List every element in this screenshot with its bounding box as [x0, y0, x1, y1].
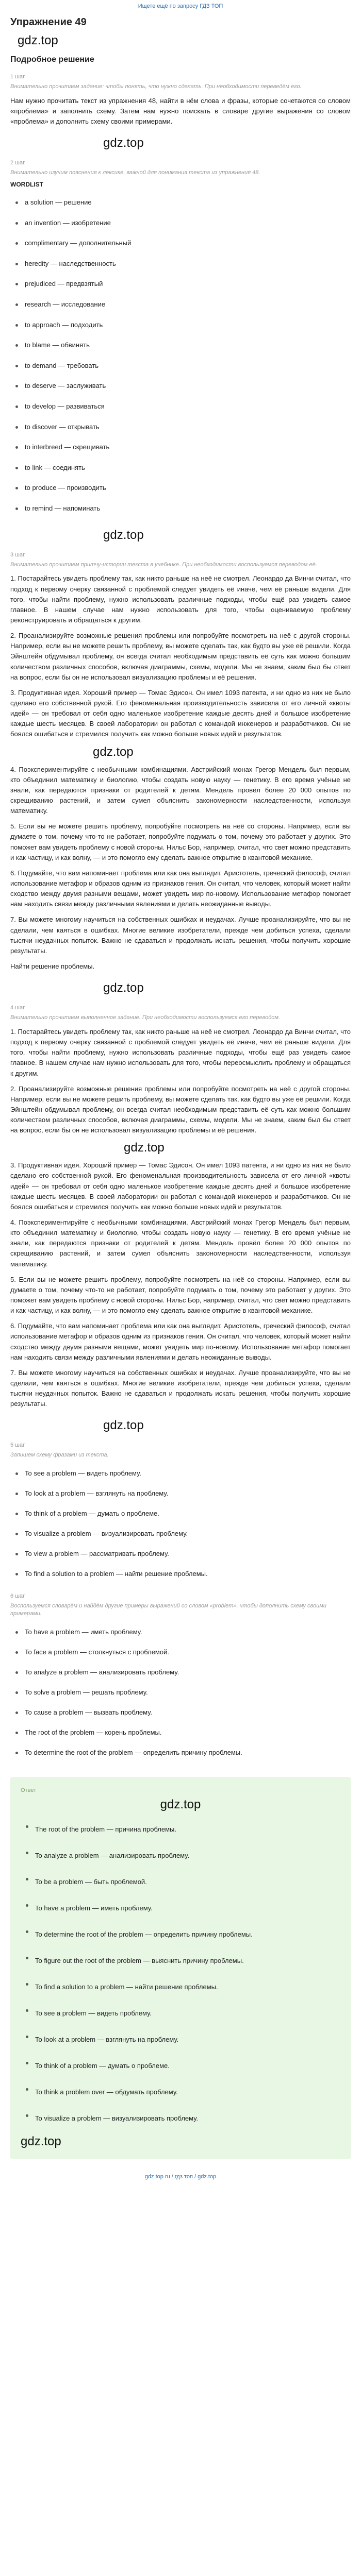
list-item: 7. Вы можете многому научиться на собственных ошибках и неудачах. Лучше проанализируйте, что вы не сделали, чем каяться в ошибках. Многие великие изобретатели, прежде чем добиться успеха, сделали тысячи неудачных попыток. Важно не сдаваться и продолжать искать решения, чтобы получить хорошие результаты.: [10, 916, 351, 955]
list-item: 7. Вы можете многому научиться на собственных ошибках и неудачах. Лучше проанализируйте, что вы не сделали, чем каяться в ошибках. Многие великие изобретатели, прежде чем добиться успеха, сделали тысячи неудачных попыток. Важно не сдаваться и продолжать искать решения, чтобы получить хорошие результаты.: [10, 1368, 351, 1408]
step-label: 5 шаг: [10, 1442, 25, 1449]
list-item: 3. Продуктивная идея. Хороший пример — Томас Эдисон. Он имел 1093 патента, и ни одно из них не было сделано его собственной рукой. Его феноменальная производительность зависела от его личной «квоты идей» — он требовал от себя одно маленькое изобретение каждые десять дней и большое изобретение каждые шесть месяцев. В своей лаборатории он работал с командой инженеров и разработчиков. Он не боялся ошибаться и стремился получить как можно больше новых идей и результатов.: [10, 1161, 351, 1211]
top-link[interactable]: Ищете ещё по запросу ГДЗ ТОП: [138, 3, 223, 9]
step-label: 6 шаг: [10, 1593, 25, 1600]
watermark: gdz.top: [124, 1141, 165, 1155]
list-item: To be a problem — быть проблемой.: [21, 1869, 340, 1895]
list-item: To look at a problem — взглянуть на проблему.: [10, 1483, 351, 1503]
list-item: To figure out the root of the problem — выяснить причину проблемы.: [21, 1947, 340, 1974]
step-task: Внимательно прочитаем притчу-истории текста в учебнике. При необходимости воспользуемся переводом её.: [10, 561, 317, 568]
list-item: to link — соединять: [10, 457, 351, 478]
list-item: The root of the problem — причина проблемы.: [21, 1816, 340, 1842]
list-item: 6. Подумайте, что вам напоминает проблема или как она выглядит. Аристотель, греческий философ, считал использование метафор и образов одним из признаков гения. Он считал, что человек, который может найти сходство между двумя разными вещами, может увидеть мир по-новому. Использование метафор помогает нам находить связи между различными явлениями и делать неожиданные выводы.: [10, 869, 351, 908]
list-item: To think of a problem — думать о проблеме.: [10, 1503, 351, 1523]
watermark: gdz.top: [103, 1418, 144, 1433]
list-item: To visualize a problem — визуализировать проблему.: [21, 2105, 340, 2131]
list-item: to develop — развиваться: [10, 396, 351, 417]
phrase-list: [10, 1622, 351, 1762]
list-item: To have a problem — иметь проблему.: [10, 1622, 351, 1642]
list-item: To think of a problem — думать о проблеме.: [21, 2053, 340, 2079]
list-item: 3. Продуктивная идея. Хороший пример — Томас Эдисон. Он имел 1093 патента, и ни одно из них не было сделано его собственной рукой. Его феноменальная производительность зависела от его личной «квоты идей» — он требовал от себя одно маленькое изобретение каждые десять дней и большое изобретение каждые шесть месяцев. В своей лаборатории он работал с командой инженеров и разработчиков. Он не боялся ошибаться и стремился получить как можно больше новых идей и результатов.: [10, 688, 351, 738]
list-item: 1. Постарайтесь увидеть проблему так, как никто раньше на неё не смотрел. Леонардо да Винчи считал, что подход к первому очерку связанной с проблемой следует увидеть её иначе, чем её раньше видели. Для того, чтобы найти проблему, нужно использовать различные подходы, чтобы ещё раз увидеть самое главное. В нашем случае нам нужно использовать для того, чтобы переосмыслить проблему и обращаться к другим.: [10, 1027, 351, 1077]
list-item: To have a problem — иметь проблему.: [21, 1895, 340, 1921]
step-task: Воспользуемся словарём и найдём другие примеры выражений со словом «problem», чтобы дополнить схему своими примерами.: [10, 1603, 326, 1617]
step-label: 2 шаг: [10, 160, 25, 166]
phrase-list: [10, 1463, 351, 1584]
list-item: 6. Подумайте, что вам напоминает проблема или как она выглядит. Аристотель, греческий философ, считал использование метафор и образов одним из признаков гения. Он считал, что человек, который может найти сходство между двумя разными вещами, может увидеть мир по-новому. Использование метафор помогает нам находить связи между различными явлениями и делать неожиданные выводы.: [10, 1322, 351, 1361]
answer-label: Ответ: [21, 1787, 37, 1793]
list-item: to blame — обвинять: [10, 335, 351, 355]
footer-links[interactable]: gdz top ru / гдз топ / gdz.top: [144, 2173, 217, 2180]
watermark: gdz.top: [103, 136, 144, 150]
list-item: To find a solution to a problem — найти решение проблемы.: [21, 1974, 340, 2000]
list-item: prejudiced — предвзятый: [10, 274, 351, 294]
watermark: gdz.top: [18, 33, 58, 47]
watermark: gdz.top: [93, 744, 134, 759]
list-item: a solution — решение: [10, 192, 351, 213]
numbered-list: [10, 573, 351, 956]
list-item: To see a problem — видеть проблему.: [21, 2000, 340, 2026]
list-item: 4. Поэкспериментируйте с необычными комбинациями. Австрийский монах Грегор Мендель был первым, кто объединил математику и биологию, чтобы создать новую науку — генетику. В его время учёные не знали, как передаются признаки от родителей к детям. Мендель провёл более 20 000 опытов по скрещиванию растений, и затем сумел объяснить закономерности наследственности, используя математику.: [10, 765, 351, 815]
answer-box: [10, 1777, 351, 2159]
list-item: 1. Постарайтесь увидеть проблему так, как никто раньше на неё не смотрел. Леонардо да Винчи считал, что подход к первому очерку связанной с проблемой следует увидеть её иначе, чем её раньше видели. Для того, чтобы найти проблему, нужно использовать различные подходы, чтобы ещё раз увидеть самое главное. В нашем случае нам нужно использовать для того, чтобы оцениваемую проблему реконструировать и обращаться к другим.: [10, 574, 351, 624]
list-item: To cause a problem — вызвать проблему.: [10, 1702, 351, 1722]
step-6: [10, 1593, 351, 1762]
list-item: research — исследование: [10, 294, 351, 315]
watermark: gdz.top: [160, 1797, 201, 1811]
list-item: complimentary — дополнительный: [10, 233, 351, 253]
step-task: Внимательно прочитаем выполненное задание. При необходимости воспользуемся его переводом.: [10, 1014, 280, 1021]
list-item: To find a solution to a problem — найти решение проблемы.: [10, 1564, 351, 1584]
list-item: to demand — требовать: [10, 355, 351, 376]
watermark: gdz.top: [103, 528, 144, 542]
list-item: To think a problem over — обдумать проблему.: [21, 2079, 340, 2105]
list-item: to remind — напоминать: [10, 498, 351, 519]
step-5: [10, 1442, 351, 1584]
exercise-title: Упражнение 49: [10, 16, 87, 28]
step-extra: Найти решение проблемы.: [10, 962, 95, 970]
list-item: 4. Поэкспериментируйте с необычными комбинациями. Австрийский монах Грегор Мендель был первым, кто объединил математику и биологию, чтобы создать новую науку — генетику. В его время учёные не знали, как передаются признаки от родителей к детям. Мендель провёл более 20 000 опытов по скрещиванию растений, и затем сумел объяснить закономерности наследственности, используя математику.: [10, 1218, 351, 1268]
list-item: To determine the root of the problem — определить причину проблемы.: [21, 1921, 340, 1947]
step-1: [10, 74, 351, 127]
step-label: 4 шаг: [10, 1005, 25, 1011]
watermark: gdz.top: [103, 981, 144, 995]
list-item: The root of the problem — корень проблемы.: [10, 1722, 351, 1742]
step-task: Внимательно изучим пояснения к лексике, важной для понимания текста из упражнения 48.: [10, 170, 260, 176]
step-text: Нам нужно прочитать текст из упражнения 48, найти в нём слова и фразы, которые сочетаются со словом «проблема» и заполнить схему. Затем нам нужно поискать в словаре другие выражения со словом «проблема» и дополнить схему своими примерами.: [10, 96, 351, 126]
step-3: [10, 552, 351, 972]
numbered-list: [10, 1027, 351, 1410]
list-item: 5. Если вы не можете решить проблему, попробуйте посмотреть на неё со стороны. Например, если вы думаете о том, почему что-то не работает, попробуйте подумать о том, почему это работает у других. Это поможет вам увидеть проблему с новой стороны. Нильс Бор, например, считал, что свет можно представить и как частицу, и как волну, — и это помогло ему сделать важное открытие в квантовой механике.: [10, 1275, 351, 1315]
list-item: To analyze a problem — анализировать проблему.: [21, 1842, 340, 1869]
list-item: To view a problem — рассматривать проблему.: [10, 1544, 351, 1564]
step-task: Внимательно прочитаем задание: чтобы понять, что нужно сделать. При необходимости переведём его.: [10, 83, 302, 90]
list-item: an invention — изобретение: [10, 213, 351, 233]
step-label: 1 шаг: [10, 74, 25, 80]
list-item: to produce — производить: [10, 478, 351, 498]
step-2: [10, 160, 351, 518]
answer-list: [21, 1816, 340, 2131]
list-item: 2. Проанализируйте возможные решения проблемы или попробуйте посмотреть на неё с другой стороны. Например, если вы не можете решить проблему, вы можете сделать так, как будто вы уже её решили. Когда Эйнштейн обдумывал проблему, он всегда считал необходимым представить её суть как можно большим количеством различных способов, включая диаграммы, схемы, модели. Мы не знаем, каким был бы ответ на вопрос, если бы он не использовал визуализацию проблемы и её решения.: [10, 632, 351, 681]
wordlist-title: WORDLIST: [10, 181, 43, 189]
list-item: To determine the root of the problem — определить причину проблемы.: [10, 1742, 351, 1762]
list-item: to deserve — заслуживать: [10, 376, 351, 396]
list-item: heredity — наследственность: [10, 253, 351, 274]
list-item: To visualize a problem — визуализировать проблему.: [10, 1523, 351, 1544]
list-item: To look at a problem — взглянуть на проблему.: [21, 2026, 340, 2053]
step-4: [10, 1005, 351, 1409]
list-item: To face a problem — столкнуться с проблемой.: [10, 1642, 351, 1662]
wordlist: [10, 192, 351, 519]
list-item: 2. Проанализируйте возможные решения проблемы или попробуйте посмотреть на неё с другой стороны. Например, если вы не можете решить проблему, вы можете сделать так, как будто вы уже её решили. Когда Эйнштейн обдумывал проблему, он всегда считал необходимым представить её суть как можно большим количеством различных способов, включая диаграммы, схемы, модели. Мы не знаем, каким был бы ответ на вопрос, если бы он не использовал визуализацию проблемы и её решения.: [10, 1084, 351, 1134]
list-item: to interbreed — скрещивать: [10, 437, 351, 457]
watermark: gdz.top: [21, 2134, 61, 2148]
list-item: To solve a problem — решать проблему.: [10, 1682, 351, 1702]
step-label: 3 шаг: [10, 551, 25, 558]
list-item: to discover — открывать: [10, 417, 351, 437]
list-item: To see a problem — видеть проблему.: [10, 1463, 351, 1483]
list-item: To analyze a problem — анализировать проблему.: [10, 1662, 351, 1682]
subtitle: Подробное решение: [10, 55, 94, 64]
list-item: to approach — подходить: [10, 315, 351, 335]
step-task: Запишем схему фразами из текста.: [10, 1452, 109, 1459]
list-item: 5. Если вы не можете решить проблему, попробуйте посмотреть на неё со стороны. Например, если вы думаете о том, почему что-то не работает, попробуйте подумать о том, почему это работает у других. Это поможет вам увидеть проблему с новой стороны. Нильс Бор, например, считал, что свет можно представить и как частицу, и как волну, — и это помогло ему сделать важное открытие в квантовой механике.: [10, 822, 351, 861]
